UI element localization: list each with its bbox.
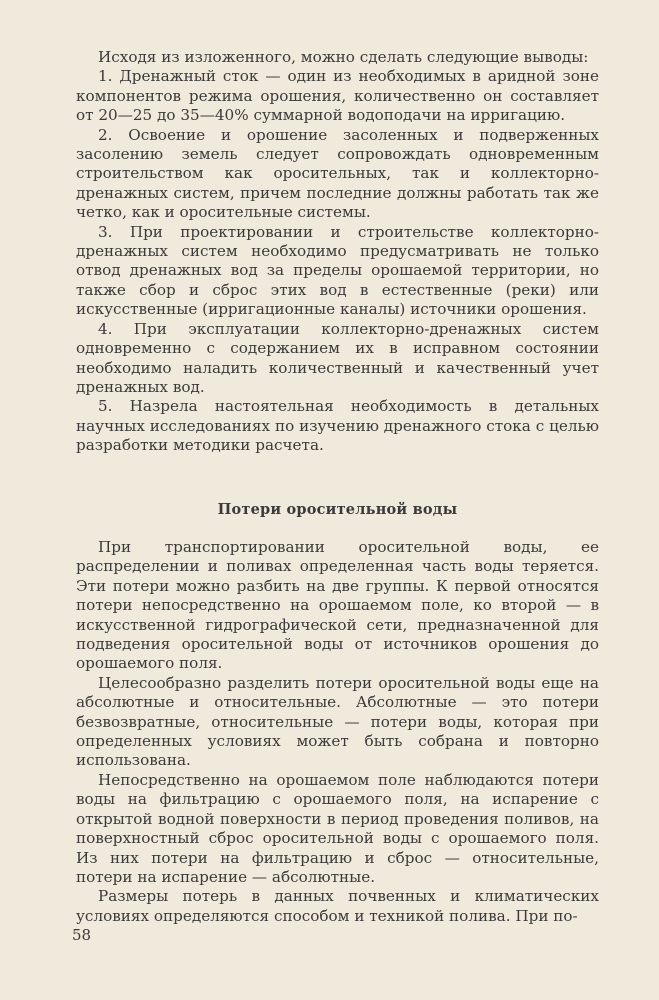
section-paragraph-2: Целесообразно разделить потери оросительной воды еще на абсолютные и относительные. Абсолютные — это потери безвозвратные, относительные — потери воды, которая при определенных условиях может быть собрана и повторно использована. bbox=[76, 673, 599, 770]
conclusion-3: 3. При проектировании и строительстве коллекторно-дренажных систем необходимо предусматривать не только отвод дренажных вод за пределы орошаемой территории, но также сбор и сброс этих вод в естественные (реки) или искусственные (ирригационные каналы) источники орошения. bbox=[76, 222, 599, 319]
section-heading: Потери оросительной воды bbox=[217, 501, 458, 518]
section-paragraph-1: При транспортировании оросительной воды, ее распределении и поливах определенная часть воды теряется. Эти потери можно разбить на две группы. К первой относятся потери непосредственно на орошаемом поле, ко второй — в искусственной гидрографической сети, предназначенной для подведения оросительной воды от источников орошения до орошаемого поля. bbox=[76, 538, 599, 673]
section-paragraph-4: Размеры потерь в данных почвенных и климатических условиях определяются способом и техникой полива. При по- bbox=[76, 887, 599, 925]
conclusion-4: 4. При эксплуатации коллекторно-дренажных систем одновременно с содержанием их в исправном состоянии необходимо наладить количественный и качественный учет дренажных вод. bbox=[76, 319, 599, 396]
conclusions-block bbox=[76, 48, 599, 456]
intro-paragraph: Исходя из изложенного, можно сделать следующие выводы: bbox=[98, 48, 589, 66]
section-paragraph-3: Непосредственно на орошаемом поле наблюдаются потери воды на фильтрацию с орошаемого поля, на испарение с открытой водной поверхности в период проведения поливов, на поверхностный сброс оросительной воды с орошаемого поля. Из них потери на фильтрацию и сброс — относительные, потери на испарение — абсолютные. bbox=[76, 770, 599, 886]
section-body bbox=[76, 538, 599, 926]
conclusion-5: 5. Назрела настоятельная необходимость в детальных научных исследованиях по изучению дренажного стока с целью разработки методики расчета. bbox=[76, 397, 599, 455]
conclusion-1: 1. Дренажный сток — один из необходимых в аридной зоне компонентов режима орошения, количественно он составляет от 20—25 до 35—40% суммарной водоподачи на ирригацию. bbox=[76, 67, 599, 125]
page-number: 58 bbox=[72, 926, 92, 944]
conclusion-2: 2. Освоение и орошение засоленных и подверженных засолению земель следует сопровождать одновременным строительством как оросительных, так и коллекторно-дренажных систем, причем последние должны работать так же четко, как и оросительные системы. bbox=[76, 125, 599, 222]
